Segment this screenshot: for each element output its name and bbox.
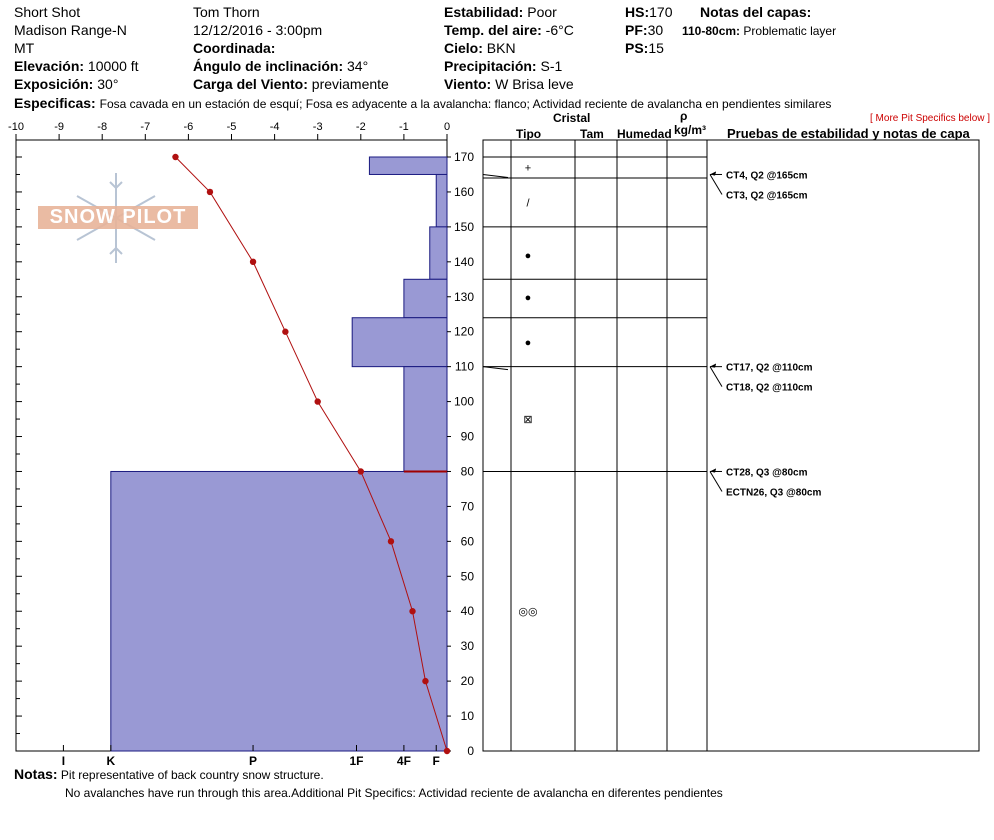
crystal-symbol: ● bbox=[524, 291, 532, 304]
density-unit-header: kg/m³ bbox=[674, 123, 707, 137]
depth-tick-label: 60 bbox=[460, 534, 474, 549]
layer-note-text: Problematic layer bbox=[743, 24, 837, 38]
temperature-point bbox=[388, 538, 394, 544]
hardness-layer bbox=[111, 471, 447, 751]
elevation-label: Elevación: bbox=[14, 58, 85, 74]
stability-test-label: CT17, Q2 @110cm bbox=[726, 362, 813, 374]
depth-tick-label: 20 bbox=[460, 674, 474, 689]
depth-tick-label: 0 bbox=[467, 744, 474, 758]
hardness-tick-label: F bbox=[432, 754, 440, 768]
hardness-tick-label: 4F bbox=[396, 754, 411, 768]
depth-tick-label: 120 bbox=[453, 324, 474, 339]
depth-tick-label: 160 bbox=[453, 184, 474, 199]
temp-tick-label: -3 bbox=[312, 121, 323, 133]
depth-marker bbox=[483, 174, 508, 177]
type-header: Tipo bbox=[516, 127, 542, 141]
pf-value: 30 bbox=[647, 22, 664, 38]
depth-tick-label: 110 bbox=[454, 359, 474, 374]
hardness-layer bbox=[404, 367, 447, 472]
stability-test-label: CT18, Q2 @110cm bbox=[726, 382, 813, 394]
hardness-layer bbox=[352, 318, 447, 367]
hardness-layer bbox=[369, 157, 447, 174]
layer-notes-label: Notas del capas: bbox=[700, 4, 812, 20]
temp-tick-label: -9 bbox=[54, 121, 64, 133]
depth-tick-label: 10 bbox=[460, 709, 474, 724]
stability-label: Estabilidad: bbox=[444, 4, 524, 20]
air-temp-value: -6°C bbox=[545, 22, 574, 38]
ps-label: PS: bbox=[625, 40, 649, 56]
hardness-tick-label: K bbox=[106, 754, 116, 768]
temperature-point bbox=[282, 329, 288, 335]
crystal-header: Cristal bbox=[553, 111, 591, 125]
notes-label: Notas: bbox=[14, 766, 58, 782]
depth-tick-label: 30 bbox=[460, 639, 474, 654]
hardness-layer bbox=[436, 174, 447, 226]
incline-label: Ángulo de inclinación: bbox=[193, 58, 344, 74]
wind-value: W Brisa leve bbox=[495, 76, 574, 92]
coord-label: Coordinada: bbox=[193, 40, 276, 56]
temp-tick-label: -4 bbox=[269, 121, 280, 133]
depth-tick-label: 90 bbox=[460, 429, 474, 444]
location: Madison Range-N bbox=[14, 22, 127, 38]
hardness-layer bbox=[404, 279, 447, 317]
test-pointer bbox=[710, 367, 722, 387]
test-pointer bbox=[710, 174, 722, 194]
wind-label: Viento: bbox=[444, 76, 492, 92]
stability-value: Poor bbox=[527, 4, 557, 20]
incline-value: 34° bbox=[347, 58, 369, 74]
depth-tick-label: 40 bbox=[460, 604, 474, 619]
specifics-text: Fosa cavada en un estación de esquí; Fosa es adyacente a la avalancha: flanco; Actividad reciente de avalancha en pendientes similares bbox=[99, 97, 832, 111]
test-pointer bbox=[710, 471, 722, 491]
state: MT bbox=[14, 40, 35, 56]
ps-value: 15 bbox=[648, 40, 664, 56]
stability-test-label: CT28, Q3 @80cm bbox=[726, 467, 808, 479]
elevation-value: 10000 ft bbox=[87, 58, 139, 74]
aspect-label: Exposición: bbox=[14, 76, 94, 92]
datetime: 12/12/2016 - 3:00pm bbox=[193, 22, 323, 38]
tests-header: Pruebas de estabilidad y notas de capa bbox=[727, 126, 970, 141]
temp-tick-label: -10 bbox=[8, 121, 24, 133]
specifics-label: Especificas: bbox=[14, 95, 96, 111]
stability-test-label: CT3, Q2 @165cm bbox=[726, 190, 808, 202]
depth-tick-label: 50 bbox=[460, 569, 474, 584]
crystal-symbol: ● bbox=[524, 337, 532, 350]
temperature-point bbox=[444, 748, 450, 754]
temp-tick-label: -5 bbox=[226, 121, 237, 133]
pf-label: PF: bbox=[625, 22, 648, 38]
depth-tick-label: 70 bbox=[460, 499, 474, 514]
crystal-symbol: ● bbox=[524, 249, 532, 262]
layer-note-range: 110-80cm: bbox=[682, 24, 741, 38]
notes-line1: Pit representative of back country snow structure. bbox=[60, 768, 324, 782]
watermark-text: SNOW PILOT bbox=[38, 206, 198, 229]
temp-tick-label: 0 bbox=[443, 121, 451, 133]
stability-test-label: ECTN26, Q3 @80cm bbox=[726, 487, 822, 499]
temperature-point bbox=[315, 398, 321, 404]
crystal-symbol: + bbox=[524, 162, 532, 175]
wind-load-label: Carga del Viento: bbox=[193, 76, 308, 92]
temperature-point bbox=[422, 678, 428, 684]
moisture-header: Humedad bbox=[617, 127, 672, 141]
stability-test-label: CT4, Q2 @165cm bbox=[726, 170, 808, 182]
more-specifics-link[interactable]: [ More Pit Specifics below ] bbox=[870, 113, 991, 124]
notes-row bbox=[14, 766, 324, 782]
hardness-tick-label: I bbox=[61, 754, 66, 768]
temp-tick-label: -7 bbox=[140, 121, 151, 133]
temp-tick-label: -2 bbox=[355, 121, 366, 133]
hs-value: 170 bbox=[649, 4, 673, 20]
sky-value: BKN bbox=[486, 40, 516, 56]
air-temp-label: Temp. del aire: bbox=[444, 22, 542, 38]
depth-tick-label: 130 bbox=[453, 289, 474, 304]
hardness-tick-label: 1F bbox=[349, 754, 364, 768]
temperature-point bbox=[250, 259, 256, 265]
hs-label: HS: bbox=[625, 4, 650, 20]
size-header: Tam bbox=[580, 127, 604, 141]
sky-label: Cielo: bbox=[444, 40, 483, 56]
temperature-point bbox=[172, 154, 178, 160]
temperature-point bbox=[358, 468, 364, 474]
observer: Tom Thorn bbox=[193, 4, 260, 20]
hardness-tick-label: P bbox=[249, 754, 258, 768]
notes-line2: No avalanches have run through this area.Additional Pit Specifics: Actividad reciente de avalancha en diferentes pendientes bbox=[65, 786, 723, 800]
crystal-symbol: / bbox=[526, 197, 530, 210]
hardness-layer bbox=[430, 227, 447, 279]
wind-load-value: previamente bbox=[311, 76, 389, 92]
crystal-symbol: ◎◎ bbox=[518, 606, 538, 619]
rho-header: ρ bbox=[680, 109, 688, 123]
depth-tick-label: 80 bbox=[460, 464, 474, 479]
table-frame bbox=[483, 140, 979, 751]
temperature-point bbox=[207, 189, 213, 195]
temp-tick-label: -6 bbox=[183, 121, 194, 133]
crystal-symbol: ⊠ bbox=[523, 414, 533, 427]
depth-tick-label: 100 bbox=[453, 394, 474, 409]
temperature-point bbox=[409, 608, 415, 614]
pit-name: Short Shot bbox=[14, 4, 81, 20]
depth-tick-label: 140 bbox=[453, 254, 474, 269]
temp-tick-label: -1 bbox=[399, 121, 409, 133]
precip-label: Precipitación: bbox=[444, 58, 537, 74]
temp-tick-label: -8 bbox=[97, 121, 108, 133]
depth-tick-label: 170 bbox=[453, 150, 474, 164]
depth-tick-label: 150 bbox=[453, 219, 474, 234]
precip-value: S-1 bbox=[540, 58, 563, 74]
aspect-value: 30° bbox=[97, 76, 119, 92]
